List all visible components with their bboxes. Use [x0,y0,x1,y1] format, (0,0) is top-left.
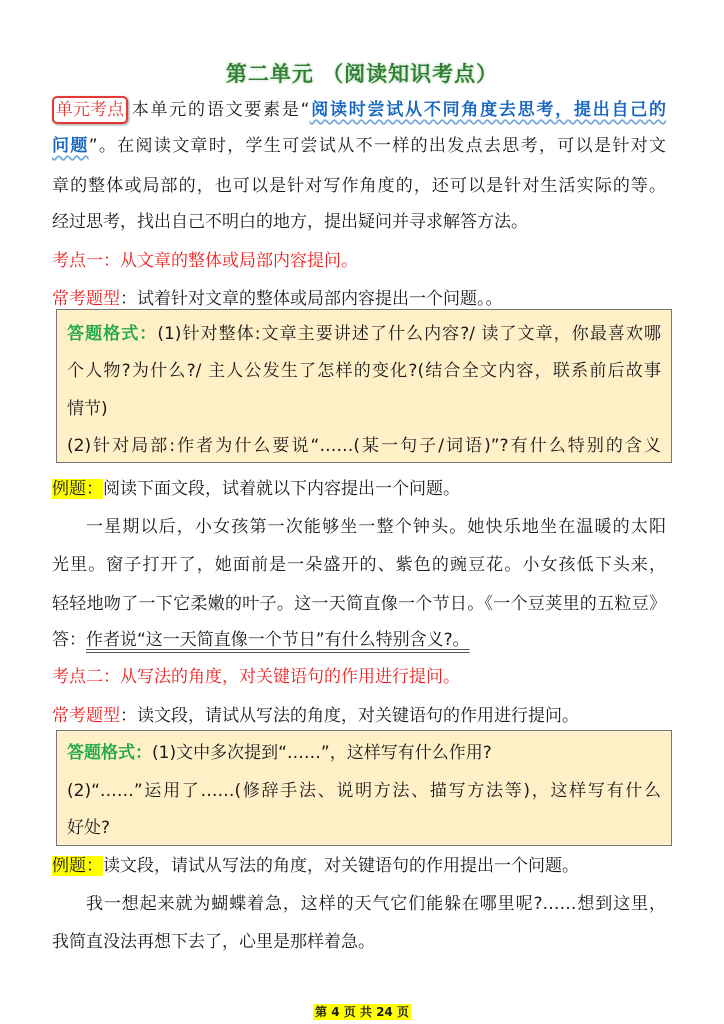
format-text: (1)文中多次提到“……”，这样写有什么作用? [152,743,492,763]
point2-type [52,704,666,728]
format-line [67,741,661,765]
example-text: 阅读下面文段，试着就以下内容提出一个问题。 [103,479,460,499]
format-line: 个人物?为什么?/ 主人公发生了怎样的变化?(结合全文内容，联系前后故事 [67,361,661,381]
point2-format-box [56,730,672,846]
answer-line [52,628,666,652]
answer-label: 答： [52,630,86,650]
type-label: 常考题型 [52,706,120,726]
key-element-highlight-end: 问题 [52,136,89,156]
passage-line: 一星期以后，小女孩第一次能够坐一整个钟头。她快乐地坐在温暖的太阳 [86,517,666,537]
intro-line-1 [52,96,666,120]
answer-text: 作者说“这一天简直像一个节日”有什么特别含义?。 [86,630,470,650]
type-text: ：读文段，请试从写法的角度，对关键语句的作用进行提问。 [120,706,579,726]
point1-format-box [56,309,672,463]
page-title: 第二单元 （阅读知识考点） [225,62,499,86]
example-text: 读文段，请试从写法的角度，对关键语句的作用提出一个问题。 [103,856,579,876]
point2-example [52,854,666,878]
passage-line: 我一想起来就为蝴蝶着急，这样的天气它们能躲在哪里呢?……想到这里， [86,894,666,914]
key-element-highlight: 阅读时尝试从不同角度去思考，提出自己的 [309,100,667,120]
format-line [67,322,661,346]
passage-line: 轻轻地吻了一下它柔嫩的叶子。这一天简直像一个节日。《一个豆荚里的五粒豆》 [52,594,666,614]
point2-heading: 考点二：从写法的角度，对关键语句的作用进行提问。 [52,667,460,687]
format-line: 好处? [67,818,111,838]
point1-example [52,477,666,501]
passage-line: 我简直没法再想下去了，心里是那样着急。 [52,932,375,952]
format-label: 答题格式： [67,324,158,344]
point1-heading: 考点一：从文章的整体或局部内容提问。 [52,251,358,271]
intro-line-4: 经过思考，找出自己不明白的地方，提出疑问并寻求解答方法。 [52,212,528,232]
page-number: 第 4 页 共 24 页 [315,1005,409,1019]
passage-line: 光里。窗子打开了，她面前是一朵盛开的、紫色的豌豆花。小女孩低下头来， [52,555,666,575]
type-text: ：试着针对文章的整体或局部内容提出一个问题。。 [120,289,503,309]
format-line: (2)“……”运用了……(修辞手法、说明方法、描写方法等)，这样写有什么 [67,781,661,801]
point1-type [52,287,666,311]
format-text: (1)针对整体:文章主要讲述了什么内容?/ 读了文章，你最喜欢哪 [157,324,662,344]
unit-points-tag: 单元考点 [52,96,128,124]
format-line: 情节) [67,399,108,419]
intro-text: ”。在阅读文章时，学生可尝试从不一样的出发点去思考，可以是针对文 [88,136,667,156]
format-line: (2)针对局部:作者为什么要说“……(某一句子/词语)”?有什么特别的含义 [67,436,661,456]
format-label: 答题格式： [67,743,152,763]
example-label: 例题： [52,856,103,876]
example-label: 例题： [52,479,103,499]
intro-text: 本单元的语文要素是“ [130,100,310,120]
intro-line-3: 章的整体或局部的，也可以是针对写作角度的，还可以是针对生活实际的等。 [52,176,666,196]
page-footer [0,1003,724,1020]
intro-line-2 [52,134,666,158]
type-label: 常考题型 [52,289,120,309]
